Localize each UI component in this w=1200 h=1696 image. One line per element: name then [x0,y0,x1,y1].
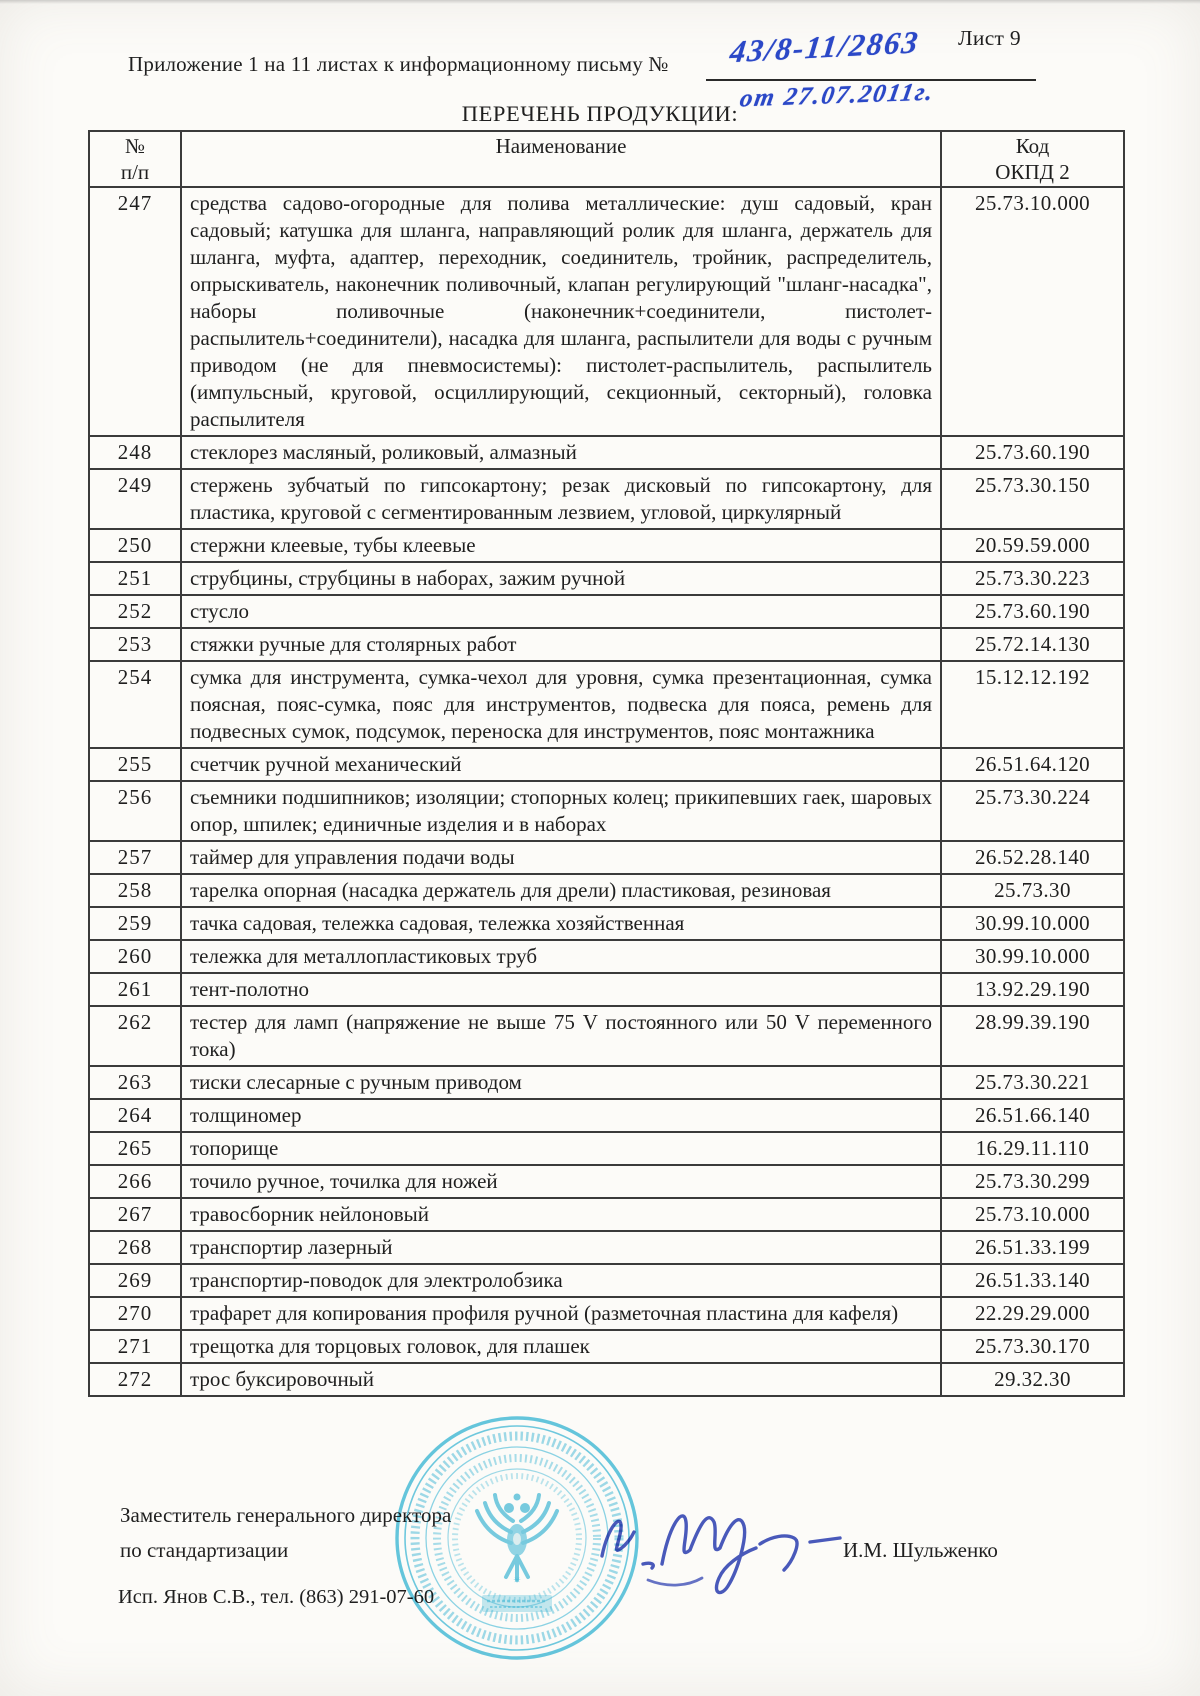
product-name: съемники подшипников; изоляции; стопорных колец; прикипевших гаек, шаровых опор, шпилек; единичные изделия и в наборах [181,781,941,841]
row-number: 247 [89,187,181,436]
column-header-code-line2: ОКПД 2 [995,160,1070,184]
table-row [89,748,1124,781]
executor-contact-line: Исп. Янов С.В., тел. (863) 291-07-60 [118,1586,435,1608]
table-row [89,1330,1124,1363]
row-number: 264 [89,1099,181,1132]
okpd2-code: 25.73.30.170 [941,1330,1124,1363]
row-number: 271 [89,1330,181,1363]
okpd2-code: 25.73.30.224 [941,781,1124,841]
column-header-name: Наименование [181,131,941,187]
okpd2-code: 16.29.11.110 [941,1132,1124,1165]
product-name: травосборник нейлоновый [181,1198,941,1231]
table-row [89,628,1124,661]
table-row [89,1099,1124,1132]
table-row [89,907,1124,940]
product-name: стяжки ручные для столярных работ [181,628,941,661]
double-eagle-icon [477,1494,557,1581]
table-row [89,1006,1124,1066]
handwritten-letter-number: 43/8-11/2863 [728,24,922,70]
column-header-code [941,131,1124,187]
product-name: струбцины, струбцины в наборах, зажим ручной [181,562,941,595]
okpd2-code: 25.73.30.223 [941,562,1124,595]
row-number: 258 [89,874,181,907]
product-name: стержни клеевые, тубы клеевые [181,529,941,562]
table-row [89,562,1124,595]
product-table-body [89,187,1124,1396]
okpd2-code: 25.73.30.299 [941,1165,1124,1198]
table-row [89,841,1124,874]
signer-position-line1: Заместитель генерального директора [120,1503,452,1527]
product-name: стеклорез масляный, роликовый, алмазный [181,436,941,469]
row-number: 259 [89,907,181,940]
column-header-num-line1: № [124,134,146,158]
table-row [89,469,1124,529]
table-row [89,661,1124,748]
okpd2-code: 25.73.30.221 [941,1066,1124,1099]
column-header-num [89,131,181,187]
table-row [89,940,1124,973]
table-row [89,1132,1124,1165]
product-name: средства садово-огородные для полива металлические: душ садовый, кран садовый; катушка для шланга, направляющий ролик для шланга, держатель для шланга, муфта, адаптер, переходник, соединитель, тройник, распределитель, опрыскиватель, наконечник поливочный, клапан регулирующий "шланг-насадка", наборы поливочные (наконечник+соединители, пистолет-распылитель+соединители), насадка для шланга, распылители для воды с ручным приводом (не для пневмосистемы): пистолет-распылитель, распылитель (импульсный, круговой, осциллирующий, секционный, секторный), головка распылителя [181,187,941,436]
row-number: 257 [89,841,181,874]
svg-text:✳: ✳ [513,1576,521,1586]
row-number: 251 [89,562,181,595]
product-name: тележка для металлопластиковых труб [181,940,941,973]
table-row [89,1231,1124,1264]
product-table [88,130,1125,1397]
okpd2-code: 22.29.29.000 [941,1297,1124,1330]
product-name: трафарет для копирования профиля ручной (разметочная пластина для кафеля) [181,1297,941,1330]
table-row [89,1363,1124,1396]
stamp-registry-block [482,1576,552,1612]
okpd2-code: 25.72.14.130 [941,628,1124,661]
product-name: тарелка опорная (насадка держатель для дрели) пластиковая, резиновая [181,874,941,907]
table-row [89,973,1124,1006]
okpd2-code: 25.73.30.150 [941,469,1124,529]
row-number: 267 [89,1198,181,1231]
row-number: 256 [89,781,181,841]
sheet-number: Лист 9 [958,26,1021,50]
table-row [89,874,1124,907]
row-number: 268 [89,1231,181,1264]
okpd2-code: 25.73.60.190 [941,595,1124,628]
signer-position-line2: по стандартизации [120,1538,289,1562]
row-number: 270 [89,1297,181,1330]
okpd2-code: 26.51.33.140 [941,1264,1124,1297]
okpd2-code: 13.92.29.190 [941,973,1124,1006]
okpd2-code: 25.73.10.000 [941,1198,1124,1231]
product-name: тиски слесарные с ручным приводом [181,1066,941,1099]
product-name: тачка садовая, тележка садовая, тележка хозяйственная [181,907,941,940]
table-header-row [89,131,1124,187]
row-number: 269 [89,1264,181,1297]
table-row [89,1297,1124,1330]
row-number: 272 [89,1363,181,1396]
product-name: тестер для ламп (напряжение не выше 75 V постоянного или 50 V переменного тока) [181,1006,941,1066]
okpd2-code: 26.51.66.140 [941,1099,1124,1132]
table-row [89,529,1124,562]
product-name: счетчик ручной механический [181,748,941,781]
row-number: 255 [89,748,181,781]
appendix-reference-text: Приложение 1 на 11 листах к информационному письму № [128,52,669,76]
okpd2-code: 30.99.10.000 [941,940,1124,973]
product-name: тент-полотно [181,973,941,1006]
table-row [89,1066,1124,1099]
row-number: 249 [89,469,181,529]
okpd2-code: 25.73.30 [941,874,1124,907]
okpd2-code: 25.73.60.190 [941,436,1124,469]
product-name: таймер для управления подачи воды [181,841,941,874]
row-number: 248 [89,436,181,469]
okpd2-code: 28.99.39.190 [941,1006,1124,1066]
table-row [89,187,1124,436]
okpd2-code: 15.12.12.192 [941,661,1124,748]
document-title: ПЕРЕЧЕНЬ ПРОДУКЦИИ: [461,101,739,126]
table-row [89,1264,1124,1297]
row-number: 260 [89,940,181,973]
product-name: трос буксировочный [181,1363,941,1396]
table-row [89,436,1124,469]
product-name: транспортир лазерный [181,1231,941,1264]
product-name: точило ручное, точилка для ножей [181,1165,941,1198]
row-number: 261 [89,973,181,1006]
okpd2-code: 20.59.59.000 [941,529,1124,562]
table-row [89,781,1124,841]
row-number: 254 [89,661,181,748]
table-row [89,1198,1124,1231]
product-name: трещотка для торцовых головок, для плашек [181,1330,941,1363]
product-name: стержень зубчатый по гипсокартону; резак дисковый по гипсокартону, для пластика, круговой с сегментированным лезвием, угловой, циркулярный [181,469,941,529]
row-number: 253 [89,628,181,661]
row-number: 252 [89,595,181,628]
okpd2-code: 26.51.64.120 [941,748,1124,781]
row-number: 263 [89,1066,181,1099]
row-number: 265 [89,1132,181,1165]
handwritten-letter-date: от 27.07.2011г. [737,78,937,113]
table-row [89,1165,1124,1198]
row-number: 262 [89,1006,181,1066]
okpd2-code: 25.73.10.000 [941,187,1124,436]
product-name: стусло [181,595,941,628]
product-name: транспортир-поводок для электролобзика [181,1264,941,1297]
row-number: 266 [89,1165,181,1198]
signer-name: И.М. Шульженко [843,1538,998,1562]
column-header-code-line1: Код [1015,134,1050,158]
okpd2-code: 29.32.30 [941,1363,1124,1396]
column-header-num-line2: п/п [120,160,150,184]
okpd2-code: 26.51.33.199 [941,1231,1124,1264]
table-row [89,595,1124,628]
okpd2-code: 26.52.28.140 [941,841,1124,874]
row-number: 250 [89,529,181,562]
signature-icon [588,1478,858,1618]
product-name: топорище [181,1132,941,1165]
okpd2-code: 30.99.10.000 [941,907,1124,940]
product-name: толщиномер [181,1099,941,1132]
product-name: сумка для инструмента, сумка-чехол для уровня, сумка презентационная, сумка поясная, пояс-сумка, пояс для инструментов, подвеска для пояса, ремень для подвесных сумок, подсумок, переноска для инструментов, пояс монтажника [181,661,941,748]
